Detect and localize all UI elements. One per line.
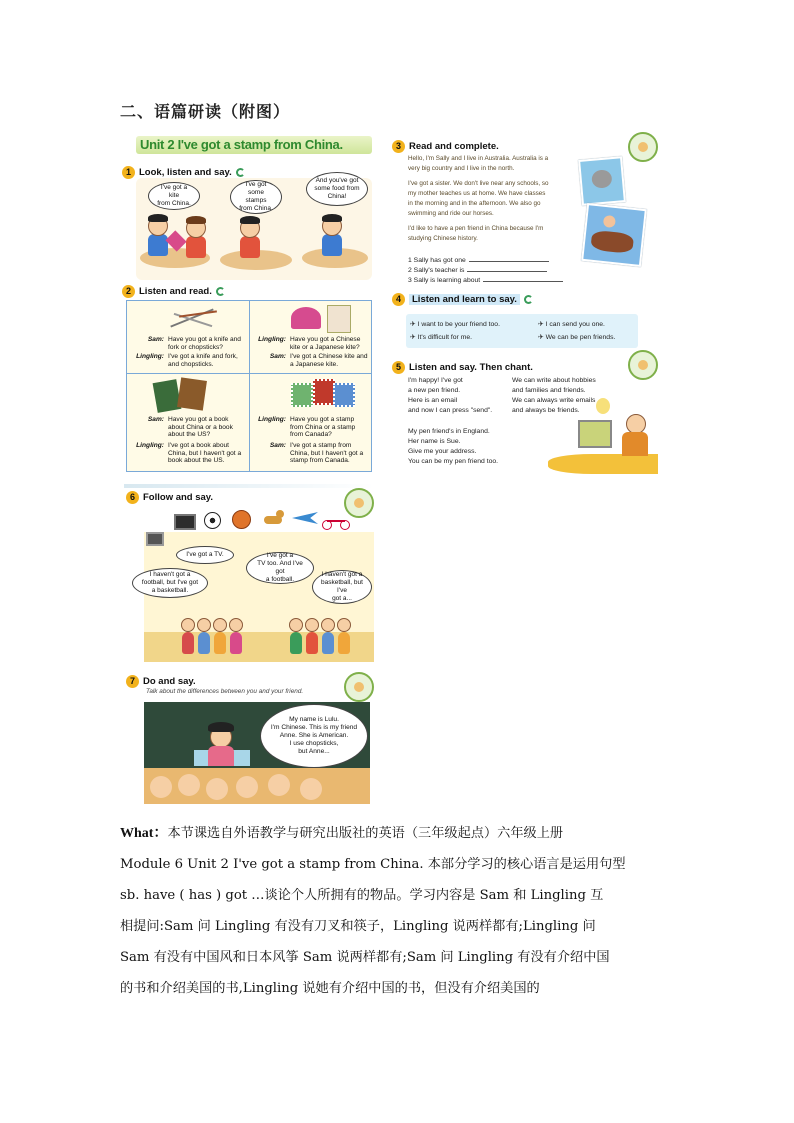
chant-line: Her name is Sue.	[408, 438, 461, 445]
speaker-label: Lingling:	[136, 353, 164, 360]
chant-line: My pen friend's in England.	[408, 428, 490, 435]
item-text: 3 Sally is learning about	[408, 277, 481, 284]
sec7-number: 7	[126, 675, 139, 688]
football-icon	[204, 512, 221, 529]
mascot-icon	[344, 488, 374, 518]
chant-left	[408, 376, 518, 472]
passage-line: studying Chinese history.	[408, 235, 478, 242]
unit-title	[136, 136, 372, 154]
paragraph-line-4: 相提问:Sam 问 Lingling 有没有刀叉和筷子，Lingling 说两样都有;Lingling 问	[120, 919, 596, 934]
sec6-panel	[124, 484, 374, 662]
paragraph-line-3: sb. have ( has ) got …谈论个人所拥有的物品。学习内容是 Sam 和 Lingling 互	[120, 888, 604, 903]
chant-line: We can always write emails	[512, 397, 596, 404]
phrase-text: We can be pen friends.	[545, 334, 616, 341]
sec5-number: 5	[392, 361, 405, 374]
computer-icon	[146, 532, 164, 546]
listen-icon	[216, 287, 225, 296]
sec6-bubble-4: I haven't got a basketball, but I've got a...	[312, 570, 372, 604]
koala-photo	[578, 156, 626, 206]
sec6-bubble-2: I haven't got a football, but I've got a basketball.	[132, 568, 208, 598]
answer-blank[interactable]	[483, 281, 563, 282]
sec7-panel	[124, 668, 374, 804]
sec1-bubble-1: I've got a kite from China.	[148, 182, 200, 210]
horse-photo	[581, 203, 647, 267]
stamps-image	[291, 377, 351, 407]
chant-line: We can write about hobbies	[512, 377, 596, 384]
sec2-cell-3	[126, 416, 246, 472]
sec2-number: 2	[122, 285, 135, 298]
sec3-item-2	[408, 266, 547, 275]
answer-text: I've got a stamp from China, but I haven't got a stamp from Canada.	[290, 442, 364, 465]
paragraph-line-2: Module 6 Unit 2 I've got a stamp from China. 本部分学习的核心语言是运用句型	[120, 857, 626, 872]
phrase-2: ✈ It's difficult for me.	[410, 334, 473, 341]
sec3-item-1	[408, 256, 549, 265]
question-text: Have you got a book about China or a book about the US?	[168, 416, 233, 439]
sec4-number: 4	[392, 293, 405, 306]
sec7-bubble: My name is Lulu. I'm Chinese. This is my friend Anne. She is American. I use chopsticks, but Anne...	[260, 704, 368, 768]
sec1-bubble-3: And you've got some food from China!	[306, 172, 368, 206]
sec6-number: 6	[126, 491, 139, 504]
passage-line: my mother teaches us at home. We have classes	[408, 190, 546, 197]
dog-icon	[262, 508, 284, 528]
chant-line: and always be friends.	[512, 407, 580, 414]
chant-line: and families and friends.	[512, 387, 586, 394]
chant-line: a new pen friend.	[408, 387, 461, 394]
answer-text: I've got a Chinese kite and a Japanese kite.	[290, 353, 368, 368]
sec7-subtitle: Talk about the differences between you and your friend.	[146, 688, 304, 695]
paragraph-line-1	[120, 822, 676, 842]
passage-line: in the morning and in the afternoon. We also go	[408, 200, 541, 207]
sec1-title-text: Look, listen and say.	[139, 167, 232, 179]
passage-line: I'd like to have a pen friend in China because I'm	[408, 225, 544, 232]
sec6-bubble-3: I've got a TV too. And I've got a football.	[246, 552, 314, 584]
sec3-number: 3	[392, 140, 405, 153]
paragraph-text: 本节课选自外语教学与研究出版社的英语（三年级起点）六年级上册	[167, 826, 564, 841]
chant-line: and now I can press "send".	[408, 407, 493, 414]
phrase-3: ✈ I can send you one.	[538, 321, 605, 328]
chant-line: You can be my pen friend too.	[408, 458, 499, 465]
sec2-title-text: Listen and read.	[139, 286, 212, 298]
kites-image	[291, 305, 351, 333]
answer-text: I've got a knife and fork, and chopsticks.	[168, 353, 238, 368]
books-image	[155, 377, 209, 413]
speaker-label: Lingling:	[258, 336, 286, 343]
paragraph-line-6: 的书和介绍美国的书,Lingling 说她有介绍中国的书，但没有介绍美国的	[120, 981, 540, 996]
answer-blank[interactable]	[469, 261, 549, 262]
sec4-title	[392, 293, 533, 306]
sec7-title-text: Do and say.	[143, 676, 196, 688]
sec7-title	[126, 675, 196, 688]
sec3-item-3	[408, 276, 563, 285]
textbook-right-panel	[392, 128, 660, 476]
mascot-icon	[344, 672, 374, 702]
section-heading: 二、语篇研读（附图）	[120, 102, 291, 121]
answer-blank[interactable]	[467, 271, 547, 272]
sec2-title	[122, 285, 225, 298]
chant-line: Here is an email	[408, 397, 458, 404]
sec4-box	[406, 314, 638, 348]
sec2-cell-4	[248, 416, 370, 472]
phrase-1: ✈ I want to be your friend too.	[410, 321, 500, 328]
passage-line: I've got a sister. We don't live near any schools, so	[408, 180, 549, 187]
paragraph-line-5: Sam 有没有中国风和日本风筝 Sam 说两样都有;Sam 问 Lingling 有没有介绍中国	[120, 950, 610, 965]
sec6-bubble-1: I've got a TV.	[176, 546, 234, 564]
textbook-left-panel	[120, 128, 372, 472]
unit-title-text: Unit 2 I've got a stamp from China.	[140, 137, 343, 152]
sec3-title	[392, 140, 499, 153]
speaker-label: Sam:	[147, 416, 164, 423]
mascot-icon	[628, 132, 658, 162]
sec5-title-text: Listen and say. Then chant.	[409, 362, 533, 374]
speaker-label: Lingling:	[258, 416, 286, 423]
sec2-cell-1	[126, 336, 246, 376]
mascot-icon	[628, 350, 658, 380]
paragraph-label: What：	[120, 826, 168, 841]
phrase-4: ✈ We can be pen friends.	[538, 334, 616, 341]
sec6-title	[126, 491, 213, 504]
knife-fork-image	[169, 305, 217, 331]
bike-icon	[322, 516, 352, 530]
answer-text: I've got a book about China, but I haven't got a book about the US.	[168, 442, 242, 465]
chant-line: Give me your address.	[408, 448, 477, 455]
question-text: Have you got a stamp from China or a stamp from Canada?	[290, 416, 356, 439]
sec4-title-text: Listen and learn to say.	[409, 294, 520, 305]
sec3-title-text: Read and complete.	[409, 141, 499, 153]
passage-line: Hello, I'm Sally and I live in Australia. Australia is a	[408, 155, 549, 162]
speaker-label: Sam:	[269, 353, 286, 360]
passage-line: very big country and I live in the north.	[408, 165, 515, 172]
kite-icon	[292, 512, 318, 524]
passage-line: swimming and ride our horses.	[408, 210, 494, 217]
listen-icon	[236, 168, 245, 177]
basketball-icon	[232, 510, 251, 529]
sec2-cell-2	[248, 336, 370, 376]
phrase-text: It's difficult for me.	[417, 334, 473, 341]
computer-desk-illustration	[548, 398, 658, 476]
sec6-title-text: Follow and say.	[143, 492, 214, 504]
phrase-text: I want to be your friend too.	[417, 321, 500, 328]
sec5-title	[392, 361, 533, 374]
question-text: Have you got a Chinese kite or a Japanese kite?	[290, 336, 361, 351]
speaker-label: Sam:	[269, 442, 286, 449]
sec1-number: 1	[122, 166, 135, 179]
sec1-bubble-2: I've got some stamps from China.	[230, 180, 282, 214]
speaker-label: Lingling:	[136, 442, 164, 449]
phrase-text: I can send you one.	[545, 321, 605, 328]
question-text: Have you got a knife and fork or chopsticks?	[168, 336, 241, 351]
chant-line: I'm happy! I've got	[408, 377, 463, 384]
item-text: 2 Sally's teacher is	[408, 267, 465, 274]
tv-icon	[174, 514, 196, 530]
item-text: 1 Sally has got one	[408, 257, 466, 264]
speaker-label: Sam:	[147, 336, 164, 343]
listen-icon	[524, 295, 533, 304]
